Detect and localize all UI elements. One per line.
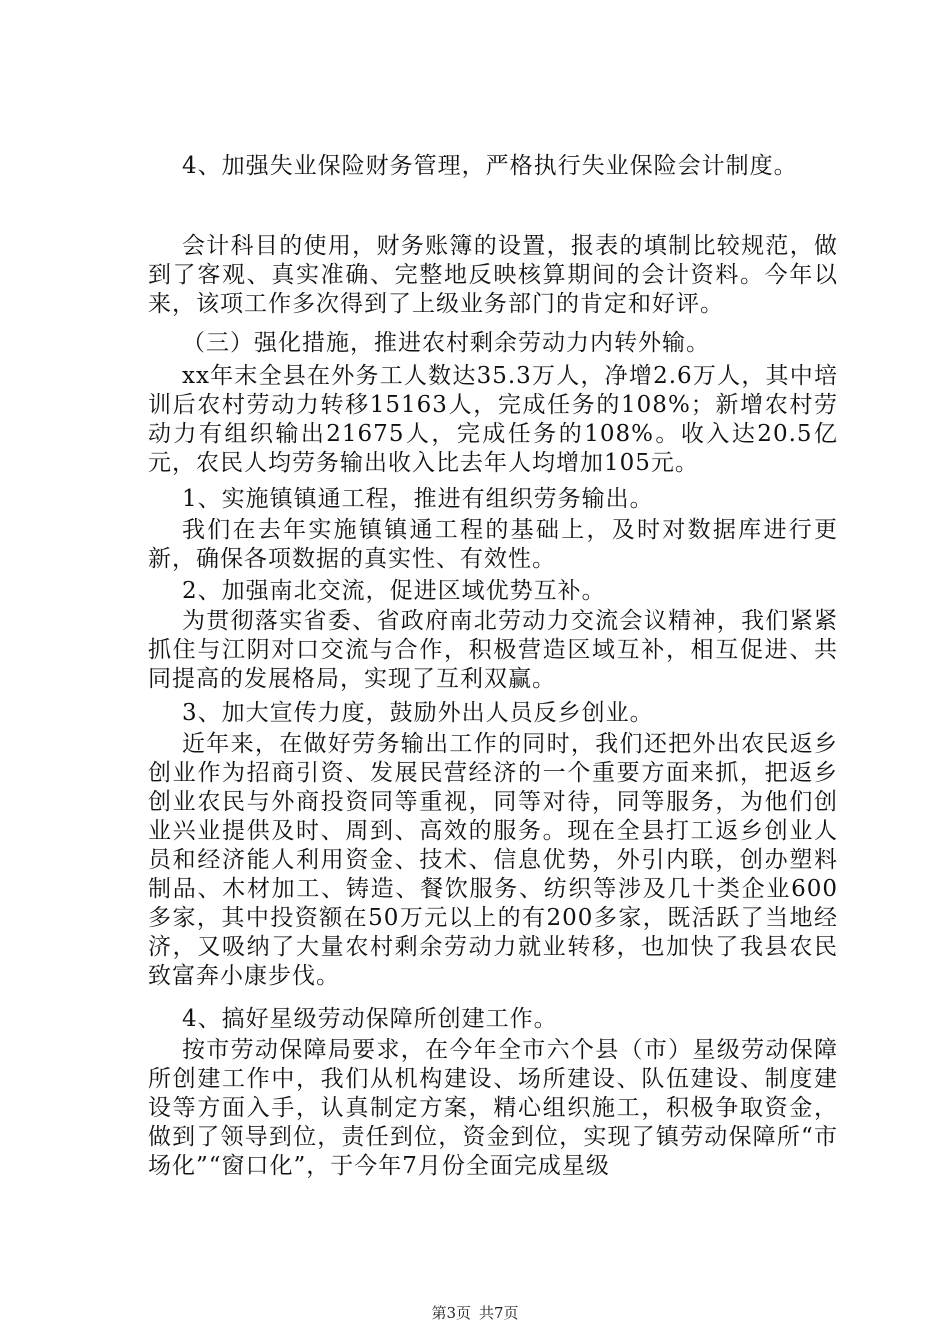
paragraph-5-heading: 1、实施镇镇通工程，推进有组织劳务输出。 xyxy=(182,486,654,512)
paragraph-8: 为贯彻落实省委、省政府南北劳动力交流会议精神，我们紧紧抓住与江阴对口交流与合作，积极营造区域互补，相互促进、共同提高的发展格局，实现了互利双赢。 xyxy=(148,608,838,692)
paragraph-6: 我们在去年实施镇镇通工程的基础上，及时对数据库进行更新，确保各项数据的真实性、有效性。 xyxy=(148,517,838,572)
paragraph-7-heading: 2、加强南北交流，促进区域优势互补。 xyxy=(182,578,606,604)
paragraph-2: 会计科目的使用，财务账簿的设置，报表的填制比较规范，做到了客观、真实准确、完整地反映核算期间的会计资料。今年以来，该项工作多次得到了上级业务部门的肯定和好评。 xyxy=(148,233,838,317)
page-total: 共7页 xyxy=(479,1304,519,1322)
paragraph-4: xx年末全县在外务工人数达35.3万人，净增2.6万人，其中培训后农村劳动力转移15163人，完成任务的108%；新增农村劳动力有组织输出21675人，完成任务的108%。收入达20.5亿元，农民人均劳务输出收入比去年人均增加105元。 xyxy=(148,363,838,476)
paragraph-10: 近年来，在做好劳务输出工作的同时，我们还把外出农民返乡创业作为招商引资、发展民营经济的一个重要方面来抓，把返乡创业农民与外商投资同等重视，同等对待，同等服务，为他们创业兴业提供及时、周到、高效的服务。现在全县打工返乡创业人员和经济能人利用资金、技术、信息优势，外引内联，创办塑料制品、木材加工、铸造、餐饮服务、纺织等涉及几十类企业600多家，其中投资额在50万元以上的有200多家，既活跃了当地经济，又吸纳了大量农村剩余劳动力就业转移，也加快了我县农民致富奔小康步伐。 xyxy=(148,731,838,989)
page-number: 第3页 xyxy=(431,1304,471,1322)
paragraph-9-heading: 3、加大宣传力度，鼓励外出人员反乡创业。 xyxy=(182,700,654,726)
paragraph-1: 4、加强失业保险财务管理，严格执行失业保险会计制度。 xyxy=(182,153,798,179)
paragraph-3-heading: （三）强化措施，推进农村剩余劳动力内转外输。 xyxy=(182,330,710,356)
page-footer xyxy=(0,1304,950,1322)
paragraph-12: 按市劳动保障局要求，在今年全市六个县（市）星级劳动保障所创建工作中，我们从机构建设、场所建设、队伍建设、制度建设等方面入手，认真制定方案，精心组织施工，积极争取资金，做到了领导到位，责任到位，资金到位，实现了镇劳动保障所“市场化”“窗口化”，于今年7月份全面完成星级 xyxy=(148,1037,838,1179)
paragraph-11-heading: 4、搞好星级劳动保障所创建工作。 xyxy=(182,1006,558,1032)
